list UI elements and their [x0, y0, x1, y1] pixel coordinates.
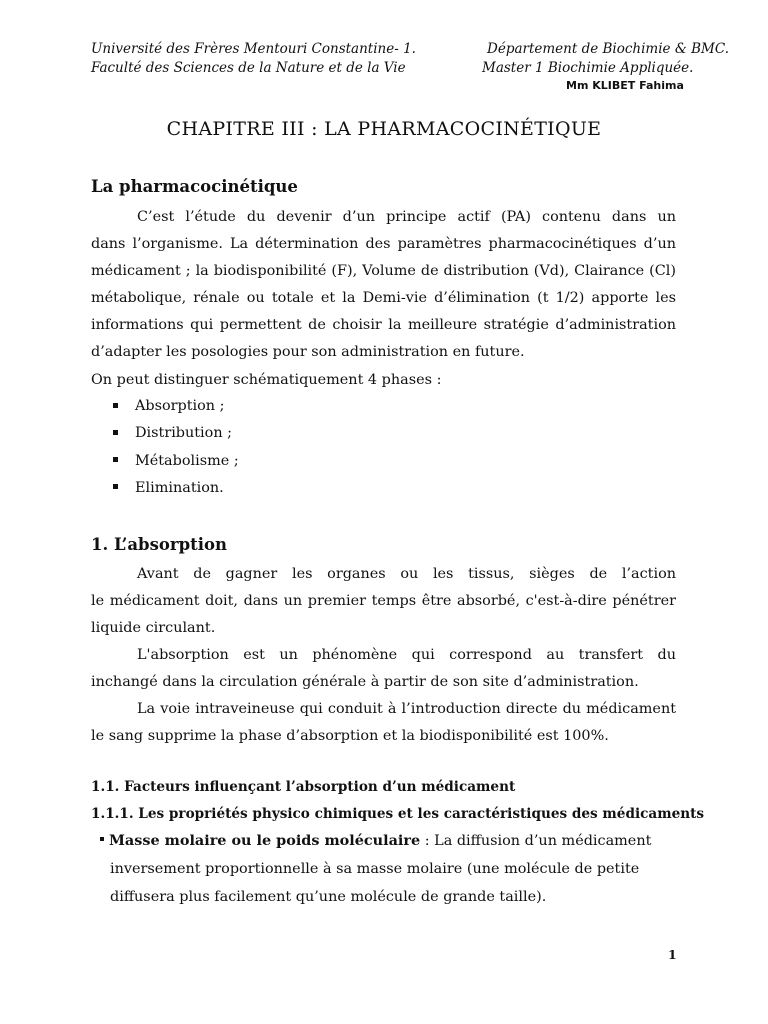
paragraph-line: inchangé dans la circulation générale à partir de son site d’administration. — [91, 674, 639, 691]
paragraph-line: Avant de gagner les organes ou les tissus, sièges de l’action — [137, 566, 676, 582]
paragraph-line: inversement proportionnelle à sa masse molaire (une molécule de petite — [110, 861, 640, 877]
phase-initial: E — [135, 479, 146, 496]
square-bullet-icon — [100, 837, 104, 841]
header-master: Master 1 Biochimie Appliquée. — [482, 60, 694, 76]
chapter-title: CHAPITRE III : LA PHARMACOCINÉTIQUE — [166, 118, 602, 140]
phase-rest: istribution ; — [146, 425, 233, 442]
phase-rest: bsorption ; — [145, 398, 225, 414]
subsection-heading-1-1: 1.1. Facteurs influençant l’absorption d’un médicament — [91, 779, 516, 795]
list-item — [113, 475, 239, 502]
header-faculty: Faculté des Sciences de la Nature et de la Vie — [91, 60, 406, 76]
paragraph-line: médicament ; la biodisponibilité (F), Volume de distribution (Vd), Clairance (Cl) — [91, 263, 676, 280]
list-item — [113, 448, 239, 475]
square-bullet-icon — [113, 430, 118, 435]
paragraph-line: liquide circulant. — [91, 620, 216, 637]
square-bullet-icon — [113, 484, 118, 489]
absorption-paragraph-2 — [91, 642, 676, 696]
paragraph-line: L'absorption est un phénomène qui correspond au transfert du — [137, 647, 676, 663]
section-heading-absorption — [91, 535, 227, 554]
phase-rest: étabolisme ; — [149, 452, 239, 469]
header-author: Mm KLIBET Fahima — [566, 79, 684, 92]
phase-rest: limination. — [145, 479, 224, 496]
section-title: . L’absorption — [102, 535, 228, 554]
paragraph-line: diffusera plus facilement qu’une molécule de grande taille). — [110, 889, 547, 905]
paragraph-line: d’adapter les posologies pour son administration en future. — [91, 344, 525, 361]
list-item — [113, 420, 239, 447]
absorption-paragraph-1 — [91, 561, 676, 642]
paragraph-line: dans l’organisme. La détermination des paramètres pharmacocinétiques d’un — [91, 236, 676, 253]
paragraph-line: le sang supprime la phase d’absorption et la biodisponibilité est 100%. — [91, 728, 609, 745]
paragraph-line: le médicament doit, dans un premier temps être absorbé, c'est-à-dire pénétrer — [91, 593, 676, 610]
header-department: Département de Biochimie & BMC. — [487, 41, 730, 57]
square-bullet-icon — [113, 457, 118, 462]
paragraph-line: La voie intraveineuse qui conduit à l’introduction directe du médicament — [137, 701, 676, 717]
masse-label: Masse molaire ou le poids moléculaire — [109, 832, 421, 849]
phase-initial: D — [135, 425, 147, 442]
phases-intro: On peut distinguer schématiquement 4 phases : — [91, 372, 442, 388]
paragraph-line — [100, 827, 676, 855]
intro-paragraph — [91, 204, 676, 367]
section-heading-pharmacocinetique: La pharmacocinétique — [91, 177, 298, 196]
section-number: 1 — [91, 535, 103, 554]
phases-list — [113, 393, 239, 502]
header-university: Université des Frères Mentouri Constantine- 1. — [91, 41, 416, 57]
phase-initial: A — [135, 398, 146, 414]
list-item — [113, 393, 239, 420]
paragraph-line: C’est l’étude du devenir d’un principe actif (PA) contenu dans un — [137, 209, 676, 225]
paragraph-line: métabolique, rénale ou totale et la Demi-vie d’élimination (t 1/2) apporte les — [91, 290, 676, 307]
masse-molaire-item — [100, 827, 676, 911]
paragraph-line: informations qui permettent de choisir la meilleure stratégie d’administration — [91, 317, 676, 334]
page-number: 1 — [668, 947, 677, 962]
square-bullet-icon — [113, 403, 118, 408]
subsection-heading-1-1-1: 1.1.1. Les propriétés physico chimiques et les caractéristiques des médicaments — [91, 806, 705, 822]
absorption-paragraph-3 — [91, 696, 676, 750]
phase-initial: M — [135, 452, 150, 469]
masse-line1-rest: : La diffusion d’un médicament — [424, 833, 652, 849]
